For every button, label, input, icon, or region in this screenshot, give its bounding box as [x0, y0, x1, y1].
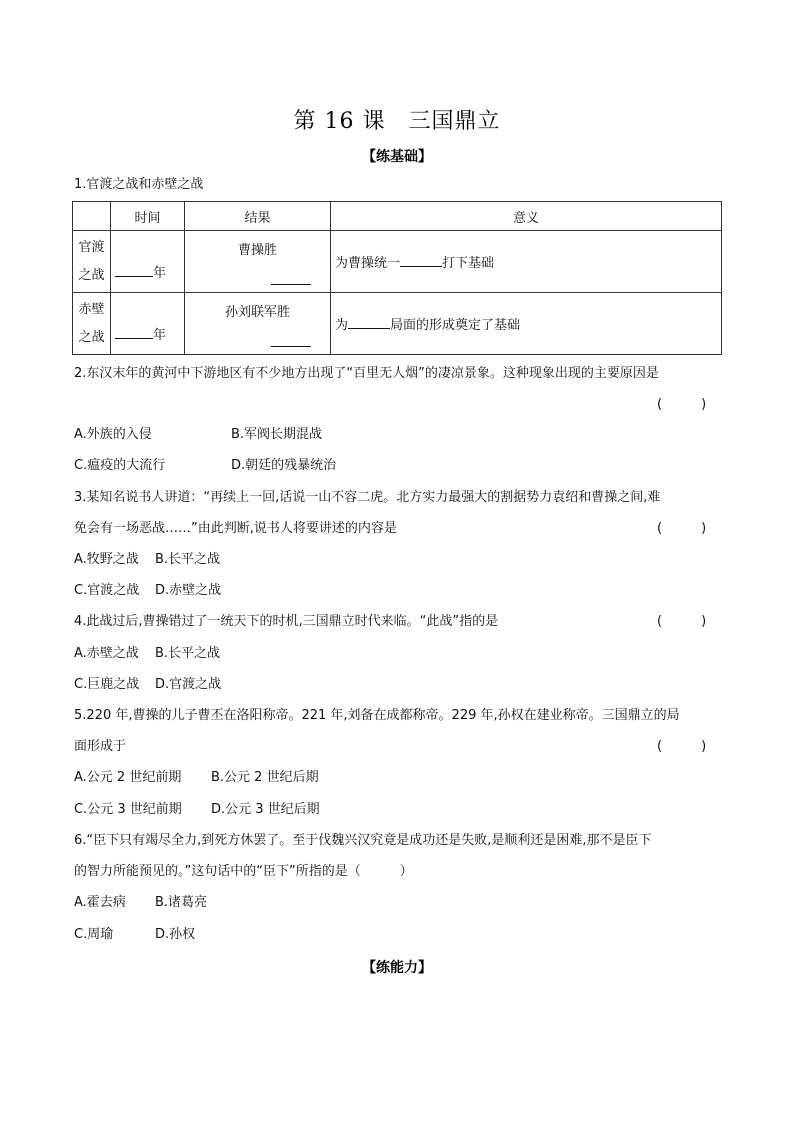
section-heading-basic: 【练基础】	[362, 149, 432, 165]
question-5-line-1: 5.220 年,曹操的儿子曹丕在洛阳称帝。221 年,刘备在成都称帝。229 年,孙权在建业称帝。三国鼎立的局	[74, 708, 680, 723]
table-row	[73, 231, 722, 293]
result-blank[interactable]	[271, 270, 311, 285]
battle-result: 孙刘联军胜	[224, 305, 290, 320]
time-blank[interactable]	[115, 324, 153, 339]
question-3-line-2: 免会有一场恶战……”由此判断,说书人将要讲述的内容是	[74, 521, 397, 536]
significance-prefix: 为曹操统一	[335, 256, 401, 271]
question-1-text: 1.官渡之战和赤壁之战	[74, 177, 204, 192]
option-b[interactable]: B.长平之战	[155, 646, 221, 661]
table-header-row	[73, 202, 722, 231]
battles-table	[72, 201, 722, 355]
option-a[interactable]: A.外族的入侵	[74, 427, 152, 442]
answer-bracket[interactable]: ( )	[657, 397, 707, 412]
option-c[interactable]: C.巨鹿之战	[74, 677, 140, 692]
answer-bracket[interactable]: ( )	[657, 739, 707, 754]
table-header-time: 时间	[111, 202, 185, 231]
option-a[interactable]: A.赤壁之战	[74, 646, 139, 661]
question-3-line-1: 3.某知名说书人讲道：“再续上一回,话说一山不容二虎。北方实力最强大的割据势力袁绍和曹操之间,难	[74, 490, 661, 505]
question-6-line-1: 6.“臣下只有竭尽全力,到死方休罢了。至于伐魏兴汉究竟是成功还是失败,是顺利还是困难,那不是臣下	[74, 833, 652, 848]
option-c[interactable]: C.瘟疫的大流行	[74, 458, 166, 473]
option-b[interactable]: B.公元 2 世纪后期	[211, 770, 319, 785]
option-b[interactable]: B.军阀长期混战	[231, 427, 323, 442]
battle-name-chibi: 赤壁之战	[73, 293, 111, 355]
table-header-significance: 意义	[331, 202, 722, 231]
option-c[interactable]: C.官渡之战	[74, 583, 140, 598]
option-b[interactable]: B.诸葛亮	[155, 895, 208, 910]
table-header-blank	[73, 202, 111, 231]
option-d[interactable]: D.赤壁之战	[155, 583, 222, 598]
significance-blank[interactable]	[400, 252, 442, 267]
battle-result: 曹操胜	[237, 243, 277, 258]
significance-suffix: 打下基础	[442, 256, 495, 271]
year-suffix: 年	[153, 266, 167, 281]
question-4-text: 4.此战过后,曹操错过了一统天下的时机,三国鼎立时代来临。“此战”指的是	[74, 614, 499, 629]
significance-suffix: 局面的形成奠定了基础	[390, 318, 521, 333]
battle-name-guandu: 官渡之战	[73, 231, 111, 293]
significance-blank[interactable]	[348, 314, 390, 329]
option-d[interactable]: D.朝廷的残暴统治	[231, 458, 337, 473]
section-heading-ability: 【练能力】	[362, 960, 432, 976]
option-d[interactable]: D.官渡之战	[155, 677, 222, 692]
option-b[interactable]: B.长平之战	[155, 552, 221, 567]
answer-bracket[interactable]: ( )	[657, 521, 707, 536]
option-a[interactable]: A.公元 2 世纪前期	[74, 770, 182, 785]
question-6-line-2: 的智力所能预见的。”这句话中的“臣下”所指的是（ ）	[74, 864, 413, 879]
option-d[interactable]: D.公元 3 世纪后期	[211, 802, 320, 817]
time-blank[interactable]	[115, 262, 153, 277]
option-d[interactable]: D.孙权	[155, 927, 196, 942]
answer-bracket[interactable]: ( )	[657, 614, 707, 629]
year-suffix: 年	[153, 328, 167, 343]
option-c[interactable]: C.公元 3 世纪前期	[74, 802, 182, 817]
table-header-result: 结果	[185, 202, 331, 231]
option-a[interactable]: A.霍去病	[74, 895, 126, 910]
table-row	[73, 293, 722, 355]
question-2-text: 2.东汉末年的黄河中下游地区有不少地方出现了“百里无人烟”的凄凉景象。这种现象出现的主要原因是	[74, 366, 659, 381]
option-a[interactable]: A.牧野之战	[74, 552, 139, 567]
page-title: 第 16 课 三国鼎立	[293, 109, 501, 134]
significance-prefix: 为	[335, 318, 349, 333]
result-blank[interactable]	[271, 332, 311, 347]
question-5-line-2: 面形成于	[74, 739, 127, 754]
option-c[interactable]: C.周瑜	[74, 927, 114, 942]
